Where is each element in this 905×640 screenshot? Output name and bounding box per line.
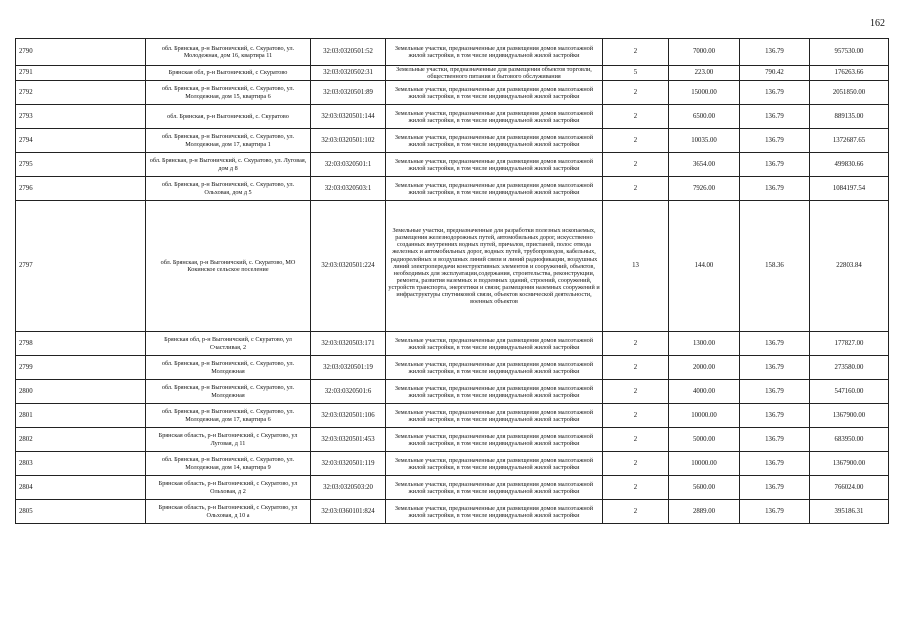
land-use-cell: Земельные участки, предназначенные для размещения домов малоэтажной жилой застройки, в том числе индивидуальной жилой застройки bbox=[386, 428, 603, 452]
cadastral-number-cell: 32:03:0320501:89 bbox=[311, 81, 386, 105]
use-code-cell: 2 bbox=[603, 105, 669, 129]
row-number-cell: 2791 bbox=[16, 66, 146, 81]
row-number-cell: 2797 bbox=[16, 201, 146, 332]
land-use-cell: Земельные участки, предназначенные для размещения домов малоэтажной жилой застройки, в том числе индивидуальной жилой застройки bbox=[386, 153, 603, 177]
land-use-cell: Земельные участки, предназначенные для разработки полезных ископаемых, размещения железнодорожных путей, автомобильных дорог, искусственно созданных внутренних водных путей, причалов, пристаней, полос отвода железных и автомобильных дорог, водных путей, трубопроводов, кабельных, радиорелейных и воздушных линий связи и линий радиофикации, воздушных линий электропередачи конструктивных элементов и сооружений, объектов, необходимых для эксплуатации,содержания, строительства, реконструкции, ремонта, развития наземных и подземных зданий, строений, сооружений, устройств транспорта, энергетики и связи; размещения наземных сооружений и инфраструктуры спутниковой связи, объектов космической деятельности, военных объектов bbox=[386, 201, 603, 332]
table-body bbox=[16, 39, 889, 524]
cadastral-value-cell: 2051850.00 bbox=[810, 81, 889, 105]
address-cell: обл. Брянская, р-н Выгоничский, с. Скуратово, ул. Молодежная bbox=[146, 356, 311, 380]
cadastral-number-cell: 32:03:0320503:1 bbox=[311, 177, 386, 201]
rate-cell: 136.79 bbox=[740, 500, 810, 524]
table-row bbox=[16, 428, 889, 452]
rate-cell: 136.79 bbox=[740, 81, 810, 105]
cadastral-value-cell: 1367900.00 bbox=[810, 404, 889, 428]
area-cell: 15000.00 bbox=[669, 81, 740, 105]
table-row bbox=[16, 129, 889, 153]
cadastral-value-cell: 499830.66 bbox=[810, 153, 889, 177]
cadastral-number-cell: 32:03:0320501:119 bbox=[311, 452, 386, 476]
land-use-cell: Земельные участки, предназначенные для размещения домов малоэтажной жилой застройки, в том числе индивидуальной жилой застройки bbox=[386, 105, 603, 129]
rate-cell: 136.79 bbox=[740, 105, 810, 129]
row-number-cell: 2801 bbox=[16, 404, 146, 428]
cadastral-number-cell: 32:03:0320501:453 bbox=[311, 428, 386, 452]
land-use-cell: Земельные участки, предназначенные для размещения домов малоэтажной жилой застройки, в том числе индивидуальной жилой застройки bbox=[386, 81, 603, 105]
area-cell: 7000.00 bbox=[669, 39, 740, 66]
registry-table bbox=[15, 38, 889, 524]
area-cell: 1300.00 bbox=[669, 332, 740, 356]
use-code-cell: 2 bbox=[603, 380, 669, 404]
land-use-cell: Земельные участки, предназначенные для размещения домов малоэтажной жилой застройки, в том числе индивидуальной жилой застройки bbox=[386, 404, 603, 428]
cadastral-value-cell: 273580.00 bbox=[810, 356, 889, 380]
address-cell: обл. Брянская, р-н Выгоничский, с. Скуратово, ул. Ольховая, дом д 5 bbox=[146, 177, 311, 201]
cadastral-number-cell: 32:03:0320501:6 bbox=[311, 380, 386, 404]
table-row bbox=[16, 105, 889, 129]
row-number-cell: 2793 bbox=[16, 105, 146, 129]
address-cell: обл. Брянская, р-н Выгоничский, с. Скуратово, ул. Молодежная bbox=[146, 380, 311, 404]
table-row bbox=[16, 452, 889, 476]
cadastral-number-cell: 32:03:0320501:106 bbox=[311, 404, 386, 428]
row-number-cell: 2804 bbox=[16, 476, 146, 500]
rate-cell: 158.36 bbox=[740, 201, 810, 332]
row-number-cell: 2792 bbox=[16, 81, 146, 105]
area-cell: 10035.00 bbox=[669, 129, 740, 153]
use-code-cell: 2 bbox=[603, 332, 669, 356]
table-row bbox=[16, 66, 889, 81]
address-cell: обл. Брянская, р-н Выгоничский, с. Скуратово, МО Кокинское сельское поселение bbox=[146, 201, 311, 332]
cadastral-value-cell: 1367900.00 bbox=[810, 452, 889, 476]
land-use-cell: Земельные участки, предназначенные для размещения домов малоэтажной жилой застройки, в том числе индивидуальной жилой застройки bbox=[386, 356, 603, 380]
cadastral-number-cell: 32:03:0320501:19 bbox=[311, 356, 386, 380]
use-code-cell: 2 bbox=[603, 129, 669, 153]
table-row bbox=[16, 39, 889, 66]
address-cell: обл. Брянская, р-н Выгоничский, с. Скуратово, ул. Молодежная, дом 16, квартира 11 bbox=[146, 39, 311, 66]
table-row bbox=[16, 476, 889, 500]
row-number-cell: 2803 bbox=[16, 452, 146, 476]
land-use-cell: Земельные участки, предназначенные для размещения домов малоэтажной жилой застройки, в том числе индивидуальной жилой застройки bbox=[386, 129, 603, 153]
area-cell: 6500.00 bbox=[669, 105, 740, 129]
cadastral-number-cell: 32:03:0320501:52 bbox=[311, 39, 386, 66]
area-cell: 144.00 bbox=[669, 201, 740, 332]
use-code-cell: 5 bbox=[603, 66, 669, 81]
area-cell: 7926.00 bbox=[669, 177, 740, 201]
area-cell: 3654.00 bbox=[669, 153, 740, 177]
rate-cell: 136.79 bbox=[740, 177, 810, 201]
use-code-cell: 2 bbox=[603, 153, 669, 177]
table-row bbox=[16, 356, 889, 380]
cadastral-number-cell: 32:03:0320502:31 bbox=[311, 66, 386, 81]
row-number-cell: 2802 bbox=[16, 428, 146, 452]
page-number: 162 bbox=[870, 18, 885, 29]
row-number-cell: 2805 bbox=[16, 500, 146, 524]
cadastral-value-cell: 22803.84 bbox=[810, 201, 889, 332]
address-cell: обл. Брянская, р-н Выгоничский, с. Скуратово, ул. Молодежная, дом 14, квартира 9 bbox=[146, 452, 311, 476]
land-use-cell: Земельные участки, предназначенные для размещения домов малоэтажной жилой застройки, в том числе индивидуальной жилой застройки bbox=[386, 380, 603, 404]
area-cell: 5000.00 bbox=[669, 428, 740, 452]
area-cell: 223.00 bbox=[669, 66, 740, 81]
land-use-cell: Земельные участки, предназначенные для размещения домов малоэтажной жилой застройки, в том числе индивидуальной жилой застройки bbox=[386, 332, 603, 356]
land-use-cell: Земельные участки, предназначенные для размещения домов малоэтажной жилой застройки, в том числе индивидуальной жилой застройки bbox=[386, 500, 603, 524]
cadastral-value-cell: 889135.00 bbox=[810, 105, 889, 129]
address-cell: Брянская область, р-н Выгоничский, с Скуратово, ул Ольховая, д 10 а bbox=[146, 500, 311, 524]
row-number-cell: 2795 bbox=[16, 153, 146, 177]
table-row bbox=[16, 177, 889, 201]
rate-cell: 136.79 bbox=[740, 129, 810, 153]
cadastral-number-cell: 32:03:0320503:20 bbox=[311, 476, 386, 500]
use-code-cell: 2 bbox=[603, 404, 669, 428]
rate-cell: 790.42 bbox=[740, 66, 810, 81]
use-code-cell: 2 bbox=[603, 177, 669, 201]
land-use-cell: Земельные участки, предназначенные для размещения домов малоэтажной жилой застройки, в том числе индивидуальной жилой застройки bbox=[386, 476, 603, 500]
address-cell: обл. Брянская, р-н Выгоничский, с. Скуратово, ул. Луговая, дом д 8 bbox=[146, 153, 311, 177]
cadastral-value-cell: 176263.66 bbox=[810, 66, 889, 81]
cadastral-number-cell: 32:03:0320501:102 bbox=[311, 129, 386, 153]
cadastral-value-cell: 1084197.54 bbox=[810, 177, 889, 201]
cadastral-number-cell: 32:03:0320501:144 bbox=[311, 105, 386, 129]
cadastral-number-cell: 32:03:0360101:824 bbox=[311, 500, 386, 524]
rate-cell: 136.79 bbox=[740, 476, 810, 500]
cadastral-number-cell: 32:03:0320501:224 bbox=[311, 201, 386, 332]
row-number-cell: 2794 bbox=[16, 129, 146, 153]
cadastral-value-cell: 177827.00 bbox=[810, 332, 889, 356]
area-cell: 10000.00 bbox=[669, 404, 740, 428]
row-number-cell: 2796 bbox=[16, 177, 146, 201]
use-code-cell: 2 bbox=[603, 356, 669, 380]
rate-cell: 136.79 bbox=[740, 39, 810, 66]
rate-cell: 136.79 bbox=[740, 428, 810, 452]
address-cell: Брянская обл, р-н Выгоничский, с Скуратово, ул Счастливая, 2 bbox=[146, 332, 311, 356]
use-code-cell: 2 bbox=[603, 81, 669, 105]
row-number-cell: 2800 bbox=[16, 380, 146, 404]
cadastral-value-cell: 1372687.65 bbox=[810, 129, 889, 153]
rate-cell: 136.79 bbox=[740, 356, 810, 380]
land-use-cell: Земельные участки, предназначенные для размещения домов малоэтажной жилой застройки, в том числе индивидуальной жилой застройки bbox=[386, 39, 603, 66]
land-use-cell: Земельные участки, предназначенные для размещения домов малоэтажной жилой застройки, в том числе индивидуальной жилой застройки bbox=[386, 452, 603, 476]
use-code-cell: 2 bbox=[603, 428, 669, 452]
cadastral-value-cell: 547160.00 bbox=[810, 380, 889, 404]
rate-cell: 136.79 bbox=[740, 153, 810, 177]
use-code-cell: 13 bbox=[603, 201, 669, 332]
rate-cell: 136.79 bbox=[740, 380, 810, 404]
cadastral-number-cell: 32:03:0320503:171 bbox=[311, 332, 386, 356]
table-row bbox=[16, 404, 889, 428]
rate-cell: 136.79 bbox=[740, 404, 810, 428]
row-number-cell: 2799 bbox=[16, 356, 146, 380]
table-row bbox=[16, 380, 889, 404]
rate-cell: 136.79 bbox=[740, 452, 810, 476]
address-cell: обл. Брянская, р-н Выгоничский, с. Скуратово, ул. Молодежная, дом 15, квартира 6 bbox=[146, 81, 311, 105]
use-code-cell: 2 bbox=[603, 476, 669, 500]
address-cell: Брянская область, р-н Выгоничский, с Скуратово, ул Ольховая, д 2 bbox=[146, 476, 311, 500]
area-cell: 2889.00 bbox=[669, 500, 740, 524]
address-cell: Брянская область, р-н Выгоничский, с Скуратово, ул Луговая, д 11 bbox=[146, 428, 311, 452]
table-row bbox=[16, 332, 889, 356]
use-code-cell: 2 bbox=[603, 452, 669, 476]
area-cell: 10000.00 bbox=[669, 452, 740, 476]
area-cell: 4000.00 bbox=[669, 380, 740, 404]
cadastral-value-cell: 395186.31 bbox=[810, 500, 889, 524]
cadastral-number-cell: 32:03:0320501:1 bbox=[311, 153, 386, 177]
land-use-cell: Земельные участки, предназначенные для размещения объектов торговли, общественного питания и бытового обслуживания bbox=[386, 66, 603, 81]
use-code-cell: 2 bbox=[603, 500, 669, 524]
row-number-cell: 2790 bbox=[16, 39, 146, 66]
table-row bbox=[16, 500, 889, 524]
cadastral-value-cell: 683950.00 bbox=[810, 428, 889, 452]
cadastral-value-cell: 766024.00 bbox=[810, 476, 889, 500]
address-cell: обл. Брянская, р-н Выгоничский, с. Скуратово, ул. Молодежная, дом 17, квартира 1 bbox=[146, 129, 311, 153]
land-use-cell: Земельные участки, предназначенные для размещения домов малоэтажной жилой застройки, в том числе индивидуальной жилой застройки bbox=[386, 177, 603, 201]
cadastral-value-cell: 957530.00 bbox=[810, 39, 889, 66]
area-cell: 2000.00 bbox=[669, 356, 740, 380]
row-number-cell: 2798 bbox=[16, 332, 146, 356]
use-code-cell: 2 bbox=[603, 39, 669, 66]
area-cell: 5600.00 bbox=[669, 476, 740, 500]
table-row bbox=[16, 201, 889, 332]
table-row bbox=[16, 81, 889, 105]
address-cell: обл. Брянская, р-н Выгоничский, с. Скуратово, ул. Молодежная, дом 17, квартира 6 bbox=[146, 404, 311, 428]
address-cell: обл. Брянская, р-н Выгоничский, с. Скуратово bbox=[146, 105, 311, 129]
address-cell: Брянская обл, р-н Выгоничский, с Скуратово bbox=[146, 66, 311, 81]
table-row bbox=[16, 153, 889, 177]
rate-cell: 136.79 bbox=[740, 332, 810, 356]
